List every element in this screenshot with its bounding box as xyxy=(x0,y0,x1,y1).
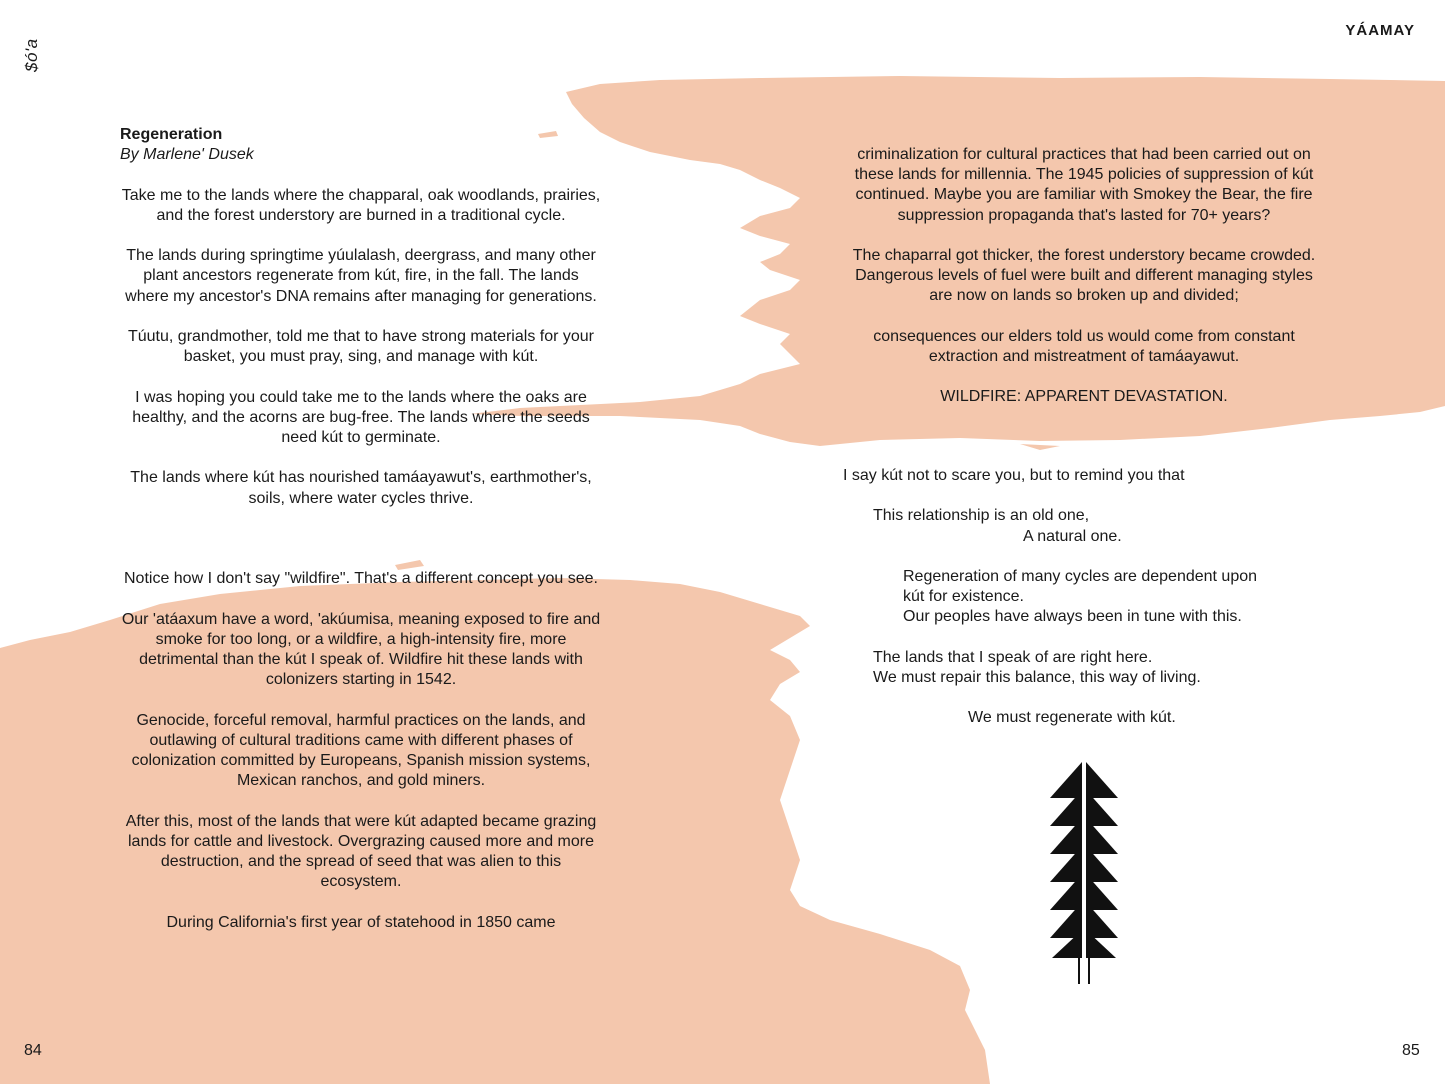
stanza-3 xyxy=(843,648,1343,688)
stanza-1-line-1: This relationship is an old one, xyxy=(873,507,1090,525)
poem-title: Regeneration xyxy=(120,126,223,143)
left-paragraph-1: Take me to the lands where the chapparal, oak woodlands, prairies, and the forest understory are burned in a traditional cycle. xyxy=(121,186,601,224)
left-paragraph-spacer xyxy=(120,529,602,549)
pine-tree-icon xyxy=(1048,762,1120,986)
left-paragraph-2: The lands during springtime yúulalash, deergrass, and many other plant ancestors regenerate from kút, fire, in the fall. The lands where my ancestor's DNA remains after managing for generations. xyxy=(125,247,597,305)
right-paragraph-3: consequences our elders told us would come from constant extraction and mistreatment of tamáayawut. xyxy=(873,327,1295,365)
stanza-3-line-1: The lands that I speak of are right here. xyxy=(873,648,1153,666)
brush-speck-3 xyxy=(1020,444,1060,450)
intro-line: I say kút not to scare you, but to remind you that xyxy=(843,467,1185,484)
right-page-top-column xyxy=(842,145,1326,428)
right-page-number: 85 xyxy=(1402,1042,1420,1059)
left-paragraph-5: The lands where kút has nourished tamáayawut's, earthmother's, soils, where water cycles thrive. xyxy=(130,469,592,507)
left-paragraph-9: After this, most of the lands that were kút adapted became grazing lands for cattle and livestock. Overgrazing caused more and more destruction, and the spread of seed that was alien to this ecosystem. xyxy=(125,812,597,891)
left-page-column xyxy=(120,125,602,953)
stanza-2-line-2: kút for existence. xyxy=(903,588,1024,606)
stanza-1 xyxy=(843,506,1343,546)
right-paragraph-1: criminalization for cultural practices that had been carried out on these lands for millennia. The 1945 policies of suppression of kút continued. Maybe you are familiar with Smokey the Bear, the fire suppression propaganda that's lasted for 70+ years? xyxy=(854,146,1314,224)
header-right-label: YÁAMAY xyxy=(1345,22,1415,39)
header-left-label: $ó'a xyxy=(22,38,41,72)
stanza-2-line-3: Our peoples have always been in tune with this. xyxy=(903,608,1242,626)
right-page-verse xyxy=(843,466,1343,729)
stanza-1-line-2: A natural one. xyxy=(1023,527,1122,545)
right-paragraph-2: The chaparral got thicker, the forest understory became crowded. Dangerous levels of fuel were built and different managing styles are now on lands so broken up and divided; xyxy=(852,247,1316,305)
left-paragraph-6: Notice how I don't say "wildfire". That's a different concept you see. xyxy=(123,570,598,588)
left-page-number: 84 xyxy=(24,1042,42,1059)
left-paragraph-4: I was hoping you could take me to the lands where the oaks are healthy, and the acorns are bug-free. The lands where the seeds need kút to germinate. xyxy=(132,388,590,446)
left-paragraph-8: Genocide, forceful removal, harmful practices on the lands, and outlawing of cultural traditions came with different phases of colonization committed by Europeans, Spanish mission systems, Mexican ranchos, and gold miners. xyxy=(131,711,591,790)
left-paragraph-7: Our 'atáaxum have a word, 'akúumisa, meaning exposed to fire and smoke for too long, or a wildfire, a high-intensity fire, more detrimental than the kút I speak of. Wildfire hit these lands with colonizers starting in 1542. xyxy=(121,610,601,689)
stanza-2 xyxy=(843,567,1343,628)
stanza-2-line-1: Regeneration of many cycles are dependent upon xyxy=(903,567,1258,585)
closing-line: We must regenerate with kút. xyxy=(968,709,1176,727)
stanza-3-line-2: We must repair this balance, this way of living. xyxy=(873,668,1201,686)
left-paragraph-3: Túutu, grandmother, told me that to have strong materials for your basket, you must pray, sing, and manage with kút. xyxy=(127,327,594,366)
poem-byline: By Marlene' Dusek xyxy=(120,146,254,164)
right-paragraph-4: WILDFIRE: APPARENT DEVASTATION. xyxy=(940,388,1228,406)
left-paragraph-10: During California's first year of statehood in 1850 came xyxy=(166,913,556,931)
